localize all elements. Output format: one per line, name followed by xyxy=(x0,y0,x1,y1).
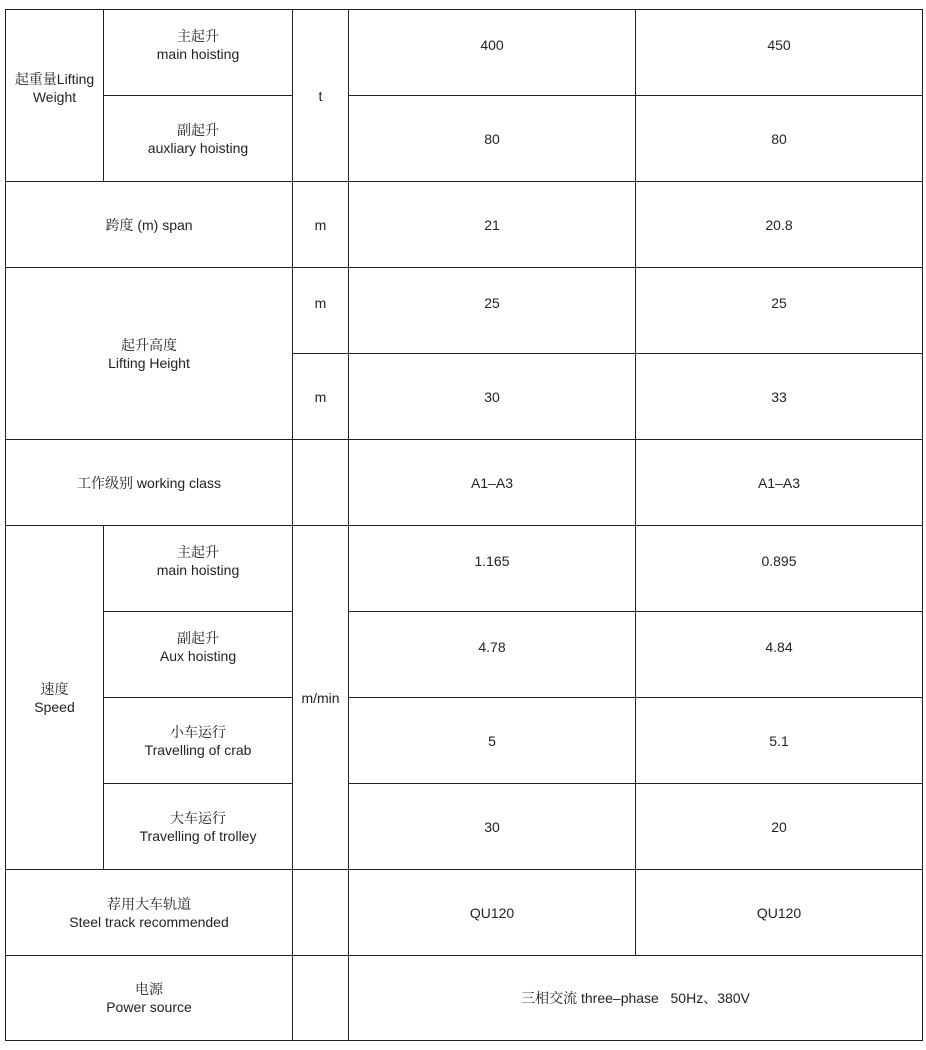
lifting-weight-unit: t xyxy=(293,10,349,182)
lifting-weight-main-value-2: 450 xyxy=(636,10,923,96)
speed-main-hoisting-label-en: main hoisting xyxy=(156,561,240,578)
speed-aux-value-2: 4.84 xyxy=(636,612,923,698)
speed-label-en: Speed xyxy=(34,698,75,715)
speed-crab-label xyxy=(104,698,293,784)
lifting-height-unit-2: m xyxy=(293,354,349,440)
table-row xyxy=(6,870,923,956)
steel-track-label-cn: 荐用大车轨道 xyxy=(107,895,191,912)
main-hoisting-label-cn: 主起升 xyxy=(177,27,219,44)
speed-label-cn: 速度 xyxy=(40,680,69,697)
lifting-height-label-cn: 起升高度 xyxy=(121,336,177,353)
lifting-weight-main-value-1: 400 xyxy=(349,10,636,96)
power-source-value: 三相交流 three–phase 50Hz、380V xyxy=(349,956,923,1041)
lifting-weight-aux-value-1: 80 xyxy=(349,96,636,182)
speed-trolley-value-2: 20 xyxy=(636,784,923,870)
lifting-height-value-2-1: 30 xyxy=(349,354,636,440)
speed-aux-value-1: 4.78 xyxy=(349,612,636,698)
lifting-height-unit-1: m xyxy=(293,268,349,354)
main-hoisting-label xyxy=(104,10,293,96)
lifting-height-value-1-1: 25 xyxy=(349,268,636,354)
working-class-unit xyxy=(293,440,349,526)
power-source-label-cn: 电源 xyxy=(135,981,163,997)
speed-main-value-2: 0.895 xyxy=(636,526,923,612)
speed-crab-value-1: 5 xyxy=(349,698,636,784)
lifting-height-label-en: Lifting Height xyxy=(108,354,190,371)
table-row xyxy=(6,10,923,96)
lifting-weight-label-line2: Weight xyxy=(32,88,77,105)
steel-track-unit xyxy=(293,870,349,956)
speed-aux-hoisting-label-en: Aux hoisting xyxy=(159,647,237,664)
speed-crab-value-2: 5.1 xyxy=(636,698,923,784)
table-row xyxy=(6,96,923,182)
span-unit: m xyxy=(293,182,349,268)
working-class-label: 工作级别 working class xyxy=(6,440,293,526)
lifting-weight-aux-value-2: 80 xyxy=(636,96,923,182)
speed-main-value-1: 1.165 xyxy=(349,526,636,612)
table-row xyxy=(6,612,923,698)
steel-track-label-en: Steel track recommended xyxy=(69,913,229,930)
speed-trolley-label-cn: 大车运行 xyxy=(170,809,226,826)
speed-trolley-label-en: Travelling of trolley xyxy=(139,827,257,844)
working-class-value-2: A1–A3 xyxy=(636,440,923,526)
speed-aux-hoisting-label-cn: 副起升 xyxy=(177,629,219,646)
table-row xyxy=(6,526,923,612)
table-row xyxy=(6,268,923,354)
lifting-height-value-1-2: 25 xyxy=(636,268,923,354)
aux-hoisting-label-cn: 副起升 xyxy=(177,121,219,138)
speed-aux-hoisting-label xyxy=(104,612,293,698)
table-row xyxy=(6,182,923,268)
span-value-2: 20.8 xyxy=(636,182,923,268)
steel-track-value-1: QU120 xyxy=(349,870,636,956)
steel-track-label xyxy=(6,870,293,956)
steel-track-value-2: QU120 xyxy=(636,870,923,956)
table-row xyxy=(6,698,923,784)
working-class-value-1: A1–A3 xyxy=(349,440,636,526)
power-source-unit xyxy=(293,956,349,1041)
aux-hoisting-label xyxy=(104,96,293,182)
lifting-weight-label-line1: 起重量Lifting xyxy=(14,70,95,87)
lifting-height-value-2-2: 33 xyxy=(636,354,923,440)
span-label: 跨度 (m) span xyxy=(6,182,293,268)
speed-label xyxy=(6,526,104,870)
power-source-label xyxy=(6,956,293,1041)
span-value-1: 21 xyxy=(349,182,636,268)
speed-trolley-label xyxy=(104,784,293,870)
speed-crab-label-en: Travelling of crab xyxy=(144,741,252,758)
power-source-label-en: Power source xyxy=(106,999,192,1015)
speed-crab-label-cn: 小车运行 xyxy=(170,723,226,740)
main-hoisting-label-en: main hoisting xyxy=(156,45,240,62)
table-row xyxy=(6,784,923,870)
speed-main-hoisting-label-cn: 主起升 xyxy=(177,543,219,560)
speed-trolley-value-1: 30 xyxy=(349,784,636,870)
speed-main-hoisting-label xyxy=(104,526,293,612)
table-row xyxy=(6,956,923,1041)
spec-table xyxy=(5,9,923,1041)
aux-hoisting-label-en: auxliary hoisting xyxy=(147,139,249,156)
lifting-weight-label xyxy=(6,10,104,182)
lifting-height-label xyxy=(6,268,293,440)
table-row xyxy=(6,440,923,526)
speed-unit: m/min xyxy=(293,526,349,870)
